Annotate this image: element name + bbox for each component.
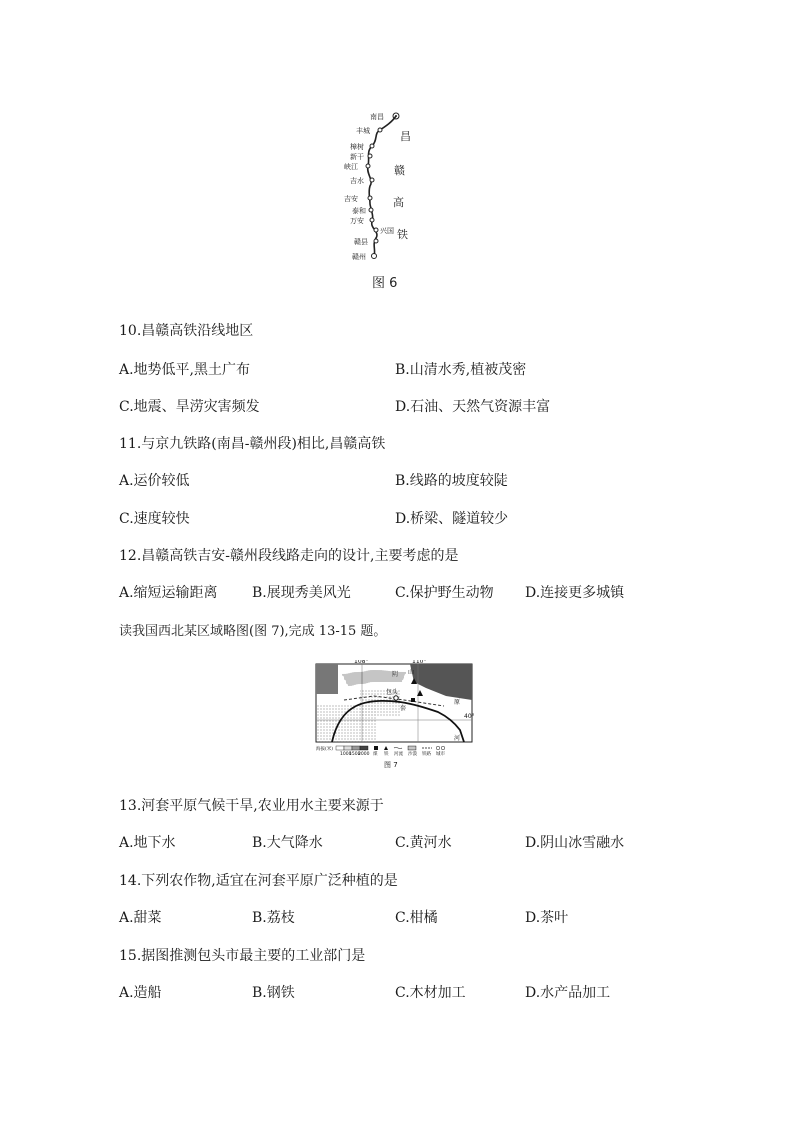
question-10-option-d[interactable]: D.石油、天然气资源丰富 xyxy=(395,399,551,415)
question-13-option-d[interactable]: D.阴山冰雪融水 xyxy=(525,835,625,851)
question-13-option-a[interactable]: A.地下水 xyxy=(119,835,176,851)
route-label-char: 昌 xyxy=(400,130,411,143)
figure-7-caption: 图 7 xyxy=(384,761,398,769)
question-13-option-b[interactable]: B.大气降水 xyxy=(252,835,323,851)
map-label: 原 xyxy=(454,699,461,706)
map-label: 山 xyxy=(408,669,415,676)
question-11-option-a[interactable]: A.运价较低 xyxy=(119,473,190,489)
map-label: 阴 xyxy=(392,671,399,678)
legend-value: 1000 xyxy=(340,752,352,757)
station-label: 峡江 xyxy=(344,163,358,171)
station-label: 万安 xyxy=(350,217,364,225)
question-10-option-a[interactable]: A.地势低平,黑土广布 xyxy=(119,362,251,378)
route-label-char: 铁 xyxy=(397,228,408,241)
figure-6-railway-map xyxy=(340,100,440,300)
question-15-stem: 15.据图推测包头市最主要的工业部门是 xyxy=(119,948,366,964)
question-11-option-b[interactable]: B.线路的坡度较陡 xyxy=(395,473,508,489)
question-12-option-a[interactable]: A.缩短运输距离 xyxy=(119,585,218,601)
railway-line xyxy=(368,116,396,256)
station-label: 兴国 xyxy=(380,227,394,235)
question-15-option-b[interactable]: B.钢铁 xyxy=(252,985,295,1001)
mountain-area xyxy=(316,664,338,694)
map-legend xyxy=(316,745,445,757)
station-label: 泰和 xyxy=(352,207,366,215)
station-label: 吉安 xyxy=(344,195,358,203)
legend-value: 1500 xyxy=(349,752,361,757)
route-label-char: 赣 xyxy=(394,164,405,177)
station-label: 南昌 xyxy=(370,113,384,121)
question-15-option-a[interactable]: A.造船 xyxy=(119,985,162,1001)
question-11-option-d[interactable]: D.桥梁、隧道较少 xyxy=(395,511,509,527)
question-12-option-c[interactable]: C.保护野生动物 xyxy=(395,585,494,601)
station-label: 樟树 xyxy=(350,143,364,151)
station-label: 吉水 xyxy=(350,177,364,185)
legend-item: 铁路 xyxy=(422,752,431,757)
question-14-stem: 14.下列农作物,适宜在河套平原广泛种植的是 xyxy=(119,873,398,889)
question-14-option-a[interactable]: A.甜菜 xyxy=(119,910,162,926)
question-14-option-d[interactable]: D.茶叶 xyxy=(525,910,569,926)
question-15-option-d[interactable]: D.水产品加工 xyxy=(525,985,611,1001)
station-label: 新干 xyxy=(350,153,364,161)
legend-item: 煤 xyxy=(373,752,378,757)
coal-symbol xyxy=(411,698,415,702)
question-10-option-b[interactable]: B.山清水秀,植被茂密 xyxy=(395,362,527,378)
question-13-stem: 13.河套平原气候干旱,农业用水主要来源于 xyxy=(119,798,384,814)
legend-value: 2000 xyxy=(358,752,370,757)
station-label: 赣州 xyxy=(352,253,366,261)
question-11-option-c[interactable]: C.速度较快 xyxy=(119,511,190,527)
question-14-option-b[interactable]: B.荔枝 xyxy=(252,910,295,926)
legend-item: 沙漠 xyxy=(408,752,417,757)
city-marker xyxy=(394,696,398,700)
route-label-char: 高 xyxy=(393,196,404,209)
question-10-stem: 10.昌赣高铁沿线地区 xyxy=(119,323,254,339)
station-label: 丰城 xyxy=(356,127,370,135)
question-13-option-c[interactable]: C.黄河水 xyxy=(395,835,452,851)
section-intro: 读我国西北某区域略图(图 7),完成 13-15 题。 xyxy=(119,624,387,639)
question-14-option-c[interactable]: C.柑橘 xyxy=(395,910,438,926)
map-label: 包头 xyxy=(386,689,399,696)
legend-item: 河流 xyxy=(394,752,403,757)
map-label: 河 xyxy=(454,735,461,742)
map-label: 套 xyxy=(400,705,407,712)
figure-6-caption: 图 6 xyxy=(372,276,398,291)
question-11-stem: 11.与京九铁路(南昌-赣州段)相比,昌赣高铁 xyxy=(119,436,386,452)
question-15-option-c[interactable]: C.木材加工 xyxy=(395,985,466,1001)
legend-item: 城市 xyxy=(436,752,445,757)
longitude-label: 108° xyxy=(354,660,369,665)
latitude-label: 40° xyxy=(464,713,474,720)
question-12-stem: 12.昌赣高铁吉安-赣州段线路走向的设计,主要考虑的是 xyxy=(119,548,459,564)
question-10-option-c[interactable]: C.地震、旱涝灾害频发 xyxy=(119,399,260,415)
legend-item: 铁 xyxy=(384,752,389,757)
question-12-option-d[interactable]: D.连接更多城镇 xyxy=(525,585,625,601)
figure-7-region-map xyxy=(314,660,474,770)
question-12-option-b[interactable]: B.展现秀美风光 xyxy=(252,585,351,601)
legend-title: 海拔(米) xyxy=(316,747,334,752)
longitude-label: 110° xyxy=(412,660,427,665)
station-label: 赣县 xyxy=(354,238,368,246)
